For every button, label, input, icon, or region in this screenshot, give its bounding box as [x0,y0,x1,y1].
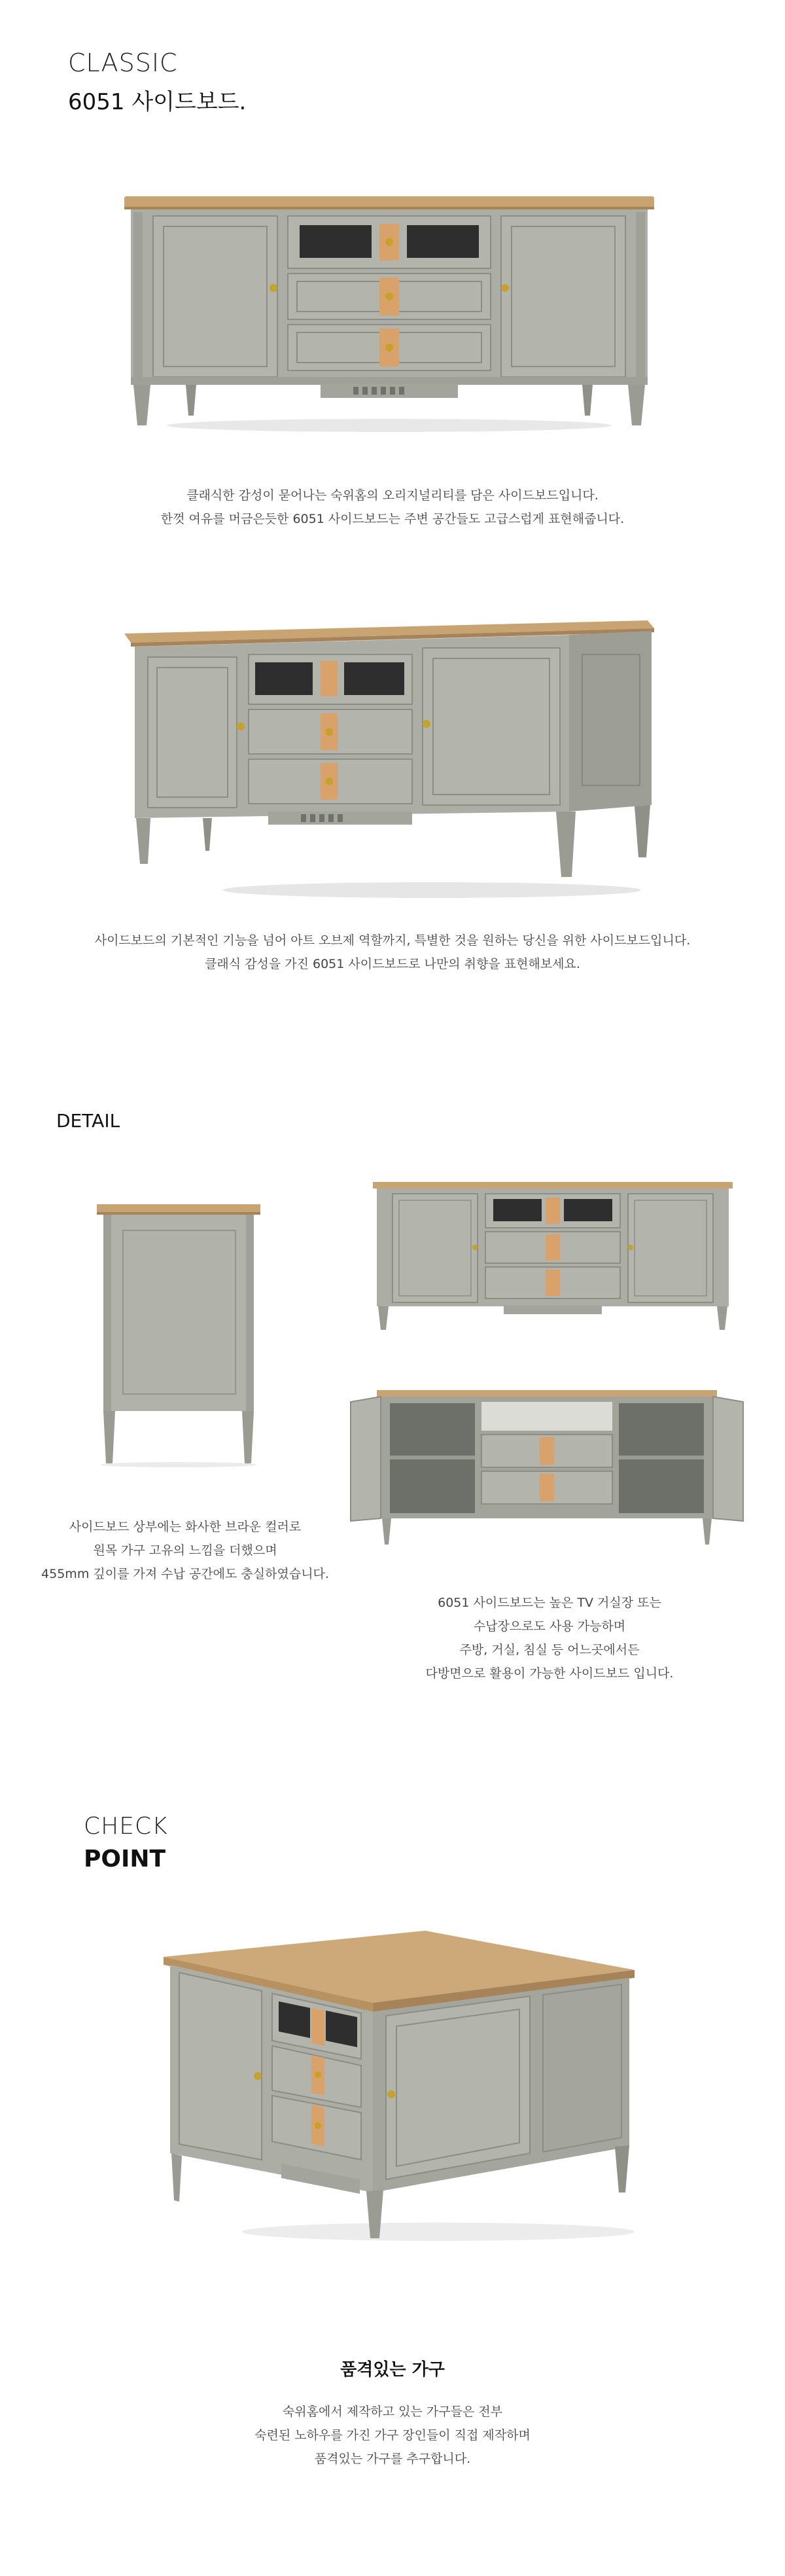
sideboard-side-photo [97,1204,267,1466]
check-title-line-1: CHECK [84,1813,168,1840]
quality-line-2: 숙련된 노하우를 가진 가구 장인들이 직접 제작하며 [254,2428,531,2442]
detail-right-line-2: 수납장으로도 사용 가능하며 [473,1619,626,1634]
header-classic: CLASSIC [68,48,178,77]
quality-line-1: 숙위홈에서 제작하고 있는 가구들은 전부 [282,2405,503,2419]
intro-line-2: 한껏 여유를 머금은듯한 6051 사이드보드는 주변 공간들도 고급스럽게 표현해줍니다. [160,512,625,526]
product-title: 6051 사이드보드. [68,89,247,115]
intro-line-1: 클래식한 감성이 묻어나는 숙위홈의 오리지널리티를 담은 사이드보드입니다. [186,488,599,503]
quality-line-3: 품격있는 가구를 추구합니다. [314,2452,471,2466]
detail-right-line-1: 6051 사이드보드는 높은 TV 거실장 또는 [438,1596,661,1610]
quality-title: 품격있는 가구 [340,2360,445,2380]
second-line-1: 사이드보드의 기본적인 기능을 넘어 아트 오브제 역할까지, 특별한 것을 원하는 당신을 위한 사이드보드입니다. [94,933,691,948]
second-line-2: 클래식 감성을 가진 6051 사이드보드로 나만의 취향을 표현해보세요. [205,957,580,971]
sideboard-open-photo [351,1390,743,1547]
sideboard-angle-photo [124,615,654,903]
detail-left-line-3: 455mm 깊이를 가져 수납 공간에도 충실하였습니다. [41,1567,329,1581]
detail-left-line-1: 사이드보드 상부에는 화사한 브라운 컬러로 [69,1520,302,1534]
detail-right-line-3: 주방, 거실, 침실 등 어느곳에서든 [459,1643,640,1657]
sideboard-front-photo [124,190,654,438]
detail-right-line-4: 다방면으로 활용이 가능한 사이드보드 입니다. [425,1666,674,1681]
sideboard-top-angle-photo [164,1931,635,2245]
detail-left-line-2: 원목 가구 고유의 느낌을 더했으며 [93,1543,277,1558]
check-title-line-2: POINT [84,1846,166,1872]
sideboard-front-small-photo [373,1182,733,1333]
detail-title: DETAIL [56,1110,120,1132]
